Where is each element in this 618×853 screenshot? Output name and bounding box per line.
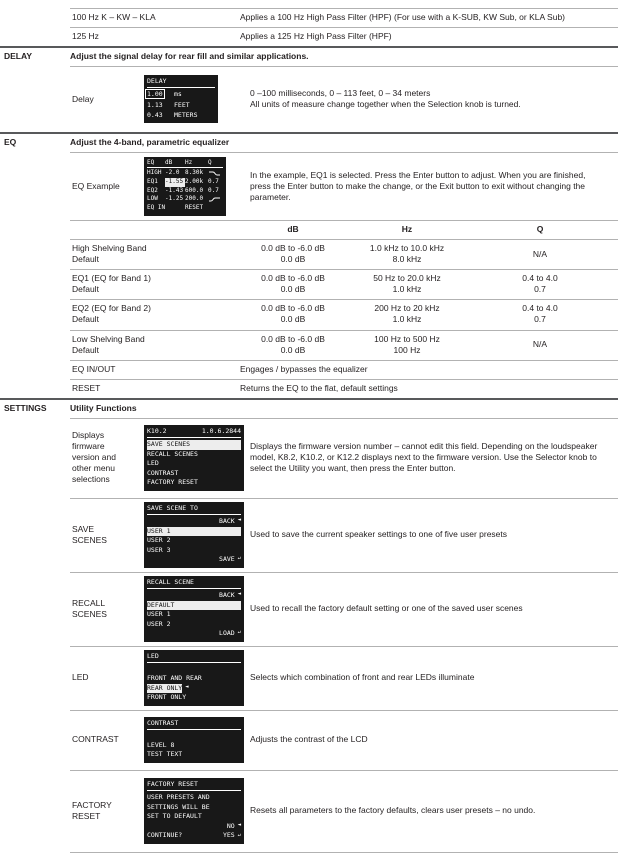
param-description: Applies a 100 Hz High Pass Filter (HPF) (For use with a K-SUB, KW Sub, or KLA Sub) [240,12,566,22]
hz-cell [346,334,468,356]
left-arrow-icon: ◄ [237,517,241,524]
empty-cell [72,224,240,235]
param-description: In the example, EQ1 is selected. Press the Enter button to adjust. When you are finished, press the Enter button to make the change, or the Exit button to exit without changing the parameter. [250,169,586,202]
eq-example-row [70,152,618,220]
high-shelf-curve-icon [208,169,223,178]
param-description: Displays the firmware version number – cannot edit this field. Depending on the loudspeaker model, K8.2, K10.2, or K12.2 displays next to the firmware version. Use the Selector knob to select the Utility you want, then press the Enter button. [250,441,598,474]
band-hz: 200.0 [185,195,204,203]
confirm-line [147,831,241,840]
lcd-title: RECALL SCENE [147,578,241,589]
param-label: 100 Hz K – KW – KLA [72,12,156,22]
hpf-100hz-row [70,8,618,27]
band-db: -1.25 [165,195,184,203]
hz-cell [346,303,468,325]
band-name: EQ2 (EQ for Band 2) [72,303,151,314]
q-range: 0.4 to 4.0 [522,303,558,314]
back-label: BACK [219,517,235,526]
menu-item: FACTORY RESET [147,478,198,487]
q-cell [468,334,612,356]
band-db: -1.43 [165,186,184,194]
contrast-lcd-screen [144,717,244,763]
left-arrow-icon: ◄ [237,821,241,828]
menu-item-selected: USER 1 [147,527,241,536]
hz-range: 50 Hz to 20.0 kHz [373,273,441,284]
selected-band-db: -1.55 [165,178,184,185]
hz-range: 200 Hz to 20 kHz [374,303,440,314]
db-cell [240,243,346,265]
param-label: 125 Hz [72,31,99,42]
delay-lcd-screen [144,75,218,124]
hz-range: 100 Hz to 500 Hz [374,333,440,344]
lcd-title [147,427,241,438]
param-label: RESET [72,382,101,393]
description-line: All units of measure change together when the Selection knob is turned. [250,99,521,110]
lcd-cell [144,75,250,124]
param-description: Used to save the current speaker settings to one of five user presets [250,529,508,540]
band-name: Low Shelving Band [72,333,145,344]
param-description: Adjusts the contrast of the LCD [250,734,368,745]
table-row [70,299,618,329]
lcd-col-header: Q [208,159,223,169]
db-default: 0.0 dB [280,254,306,265]
menu-item: RECALL SCENES [147,449,198,458]
param-label: CONTRAST [72,734,119,745]
firmware-version: 1.0.6.2844 [201,426,241,435]
recall-scenes-lcd-screen [144,576,244,642]
default-label: Default [72,344,99,355]
menu-item: TEST TEXT [147,750,183,759]
menu-item-selected: SAVE SCENES [147,440,241,449]
lcd-col-header: dB [165,159,185,169]
band-label: HIGH [147,169,162,177]
eq-reset-row [70,379,618,398]
unit-label: METERS [174,111,198,120]
lcd-title: FACTORY RESET [147,780,241,791]
db-default: 0.0 dB [280,284,306,295]
eq-lcd-grid [147,159,223,213]
led-row [70,646,618,710]
lcd-cell [144,502,250,568]
lcd-cell [144,425,250,491]
q-range: N/A [532,339,548,350]
table-row [70,239,618,269]
param-description: Engages / bypasses the equalizer [240,363,368,374]
contrast-row [70,710,618,770]
action-label: LOAD [219,629,235,638]
menu-item: LEVEL 8 [147,741,175,750]
low-shelf-curve-icon [208,195,223,204]
message-line: SET TO DEFAULT [147,812,202,821]
lcd-line [147,101,215,110]
back-item [147,517,241,526]
q-cell [468,303,612,325]
no-label: NO [226,821,235,830]
menu-item: CONTRAST [147,468,179,477]
db-range: 0.0 dB to -6.0 dB [261,243,325,254]
param-label: Displays firmware version and other menu selections [72,430,116,485]
no-option [147,822,241,831]
param-label: FACTORY RESET [72,799,112,821]
save-scenes-row [70,498,618,572]
menu-item: USER 2 [147,619,171,628]
q-range: 0.4 to 4.0 [522,273,558,284]
param-description: Resets all parameters to the factory defaults, clears user presets – no undo. [250,805,536,816]
param-description: Used to recall the factory default setting or one of the saved user scenes [250,603,523,614]
q-cell [468,273,612,295]
param-label: SAVE SCENES [72,523,107,545]
q-default: 0.7 [534,284,546,295]
factory-reset-lcd-screen [144,778,244,844]
enter-arrow-icon: ↵ [237,629,241,636]
lcd-cell [144,650,250,706]
reset-label: RESET [185,204,204,212]
save-action-item [147,555,241,564]
eq-inout-row [70,360,618,379]
db-range: 0.0 dB to -6.0 dB [261,273,325,284]
hpf-125hz-row [70,27,618,46]
selected-value: 1.00 [147,90,163,99]
band-db: -2.0 [165,169,180,177]
section-label: SETTINGS [4,402,47,413]
selected-label: REAR ONLY [147,683,183,692]
unit-label: FEET [174,100,190,109]
db-default: 0.0 dB [280,314,306,325]
band-label: EQ2 [147,186,158,194]
param-label: Delay [72,93,94,104]
model-label: K10.2 [147,426,167,435]
settings-section-header [0,398,618,418]
band-name-cell [72,303,240,325]
db-range: 0.0 dB to -6.0 dB [261,303,325,314]
menu-item: USER 2 [147,536,171,545]
lcd-blank-line [147,665,241,674]
db-cell [240,303,346,325]
band-label: LOW [147,195,158,203]
lcd-cell [144,576,250,642]
utility-menu-row [70,418,618,498]
value: 1.13 [147,100,163,109]
band-hz: 8.30k [185,169,204,177]
factory-reset-row [70,770,618,852]
eq-in-label: EQ IN [147,204,166,212]
lcd-col-header: Hz [185,159,208,169]
band-q: 0.7 [208,186,219,194]
action-label: SAVE [219,555,235,564]
eq-lcd-screen [144,157,226,216]
eq-section-header [0,132,618,152]
hz-cell [346,273,468,295]
section-description: Adjust the signal delay for rear fill and similar applications. [70,51,309,62]
lcd-cell [144,157,250,216]
db-cell [240,273,346,295]
q-cell [468,243,612,265]
hz-default: 1.0 kHz [392,314,422,325]
section-label: EQ [4,137,17,148]
value: 0.43 [147,111,163,120]
eq-table-header-row [70,220,618,239]
default-label: Default [72,254,99,265]
menu-item: LED [147,459,159,468]
left-arrow-icon: ◄ [185,684,189,691]
band-hz: 2.00k [185,178,204,185]
db-default: 0.0 dB [280,344,306,355]
param-label: EQ IN/OUT [72,363,116,374]
hz-default: 1.0 kHz [392,284,422,295]
save-scenes-lcd-screen [144,502,244,568]
yes-option [223,831,241,840]
description-line: 0 –100 milliseconds, 0 – 113 feet, 0 – 34 meters [250,88,431,99]
load-action-item [147,629,241,638]
menu-item-selected [147,684,241,693]
band-name-cell [72,334,240,356]
delay-row [70,66,618,132]
hz-cell [346,243,468,265]
param-description: Returns the EQ to the flat, default settings [240,382,398,393]
message-line: USER PRESETS AND [147,793,210,802]
param-description: Selects which combination of front and rear LEDs illuminate [250,672,475,683]
utility-lcd-screen [144,425,244,491]
band-name-cell [72,243,240,265]
enter-arrow-icon: ↵ [237,555,241,562]
band-q: 0.7 [208,178,219,185]
back-item [147,591,241,600]
col-header-hz: Hz [401,224,413,235]
col-header-db: dB [287,224,299,235]
lcd-line [147,90,215,99]
param-label: EQ Example [72,180,120,191]
param-label: RECALL SCENES [72,597,107,619]
led-lcd-screen [144,650,244,706]
lcd-col-header: EQ [147,159,165,169]
unit-label: ms [174,90,182,99]
lcd-title: SAVE SCENE TO [147,504,241,515]
hz-default: 8.0 kHz [392,254,422,265]
band-name: High Shelving Band [72,243,147,254]
db-cell [240,334,346,356]
menu-item-selected: DEFAULT [147,601,241,610]
left-arrow-icon: ◄ [237,591,241,598]
lcd-cell [144,717,250,763]
enter-arrow-icon: ↵ [237,831,241,838]
lcd-cell [144,778,250,844]
confirm-label: CONTINUE? [147,831,183,840]
default-label: Default [72,314,99,325]
hz-default: 100 Hz [393,344,421,355]
section-description: Utility Functions [70,402,137,413]
lcd-blank-line [147,732,241,741]
table-row [70,269,618,299]
back-label: BACK [219,591,235,600]
q-range: N/A [532,248,548,259]
menu-item: USER 1 [147,610,171,619]
menu-item: FRONT ONLY [147,693,187,702]
yes-label: YES [222,831,235,840]
param-description: Applies a 125 Hz High Pass Filter (HPF) [240,31,392,42]
lcd-title: LED [147,652,241,663]
q-default: 0.7 [534,314,546,325]
lcd-title: DELAY [147,77,215,88]
lcd-title: CONTRAST [147,719,241,730]
lcd-line [147,111,215,120]
menu-item: USER 3 [147,545,171,554]
section-description: Adjust the 4-band, parametric equalizer [70,137,230,148]
hz-range: 1.0 kHz to 10.0 kHz [369,243,445,254]
db-range: 0.0 dB to -6.0 dB [261,333,325,344]
delay-section-header [0,46,618,66]
param-description [250,88,612,110]
default-label: Default [72,284,99,295]
table-row [70,330,618,360]
message-line: SETTINGS WILL BE [147,802,210,811]
col-header-q: Q [536,224,544,235]
recall-scenes-row [70,572,618,646]
band-name-cell [72,273,240,295]
section-label: DELAY [4,51,33,62]
band-hz: 600.0 [185,186,204,194]
band-name: EQ1 (EQ for Band 1) [72,273,151,284]
param-label: LED [72,672,89,683]
menu-item: FRONT AND REAR [147,674,202,683]
band-label: EQ1 [147,178,158,185]
